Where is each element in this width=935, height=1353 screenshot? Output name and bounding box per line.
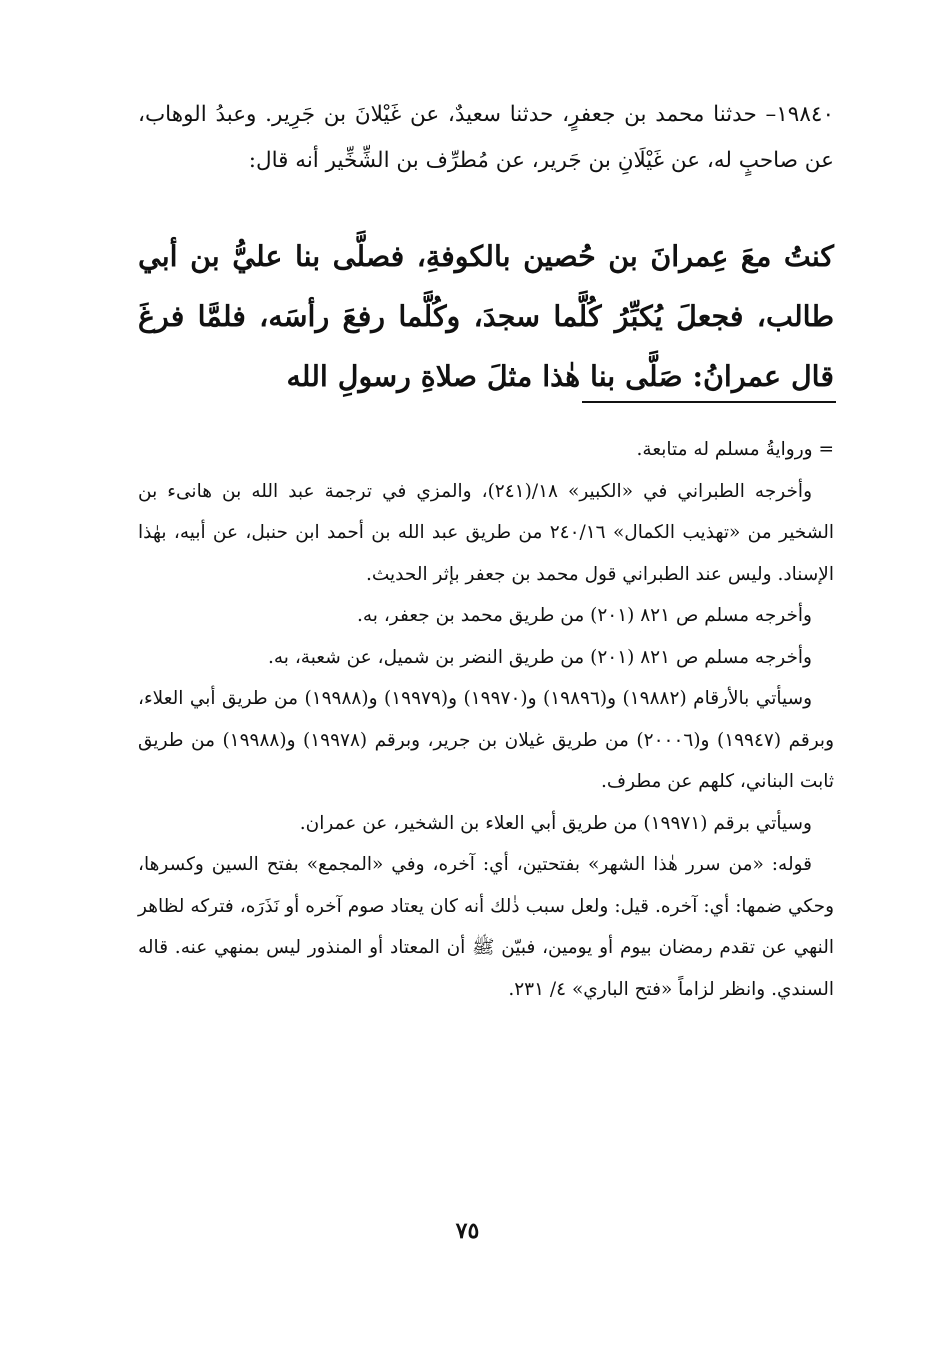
footnote-paragraph: = وروايةُ مسلم له متابعة. <box>636 439 834 460</box>
hadith-matn <box>138 226 834 406</box>
page-number: ٧٥ <box>455 1218 480 1244</box>
footnotes-section <box>138 429 834 1010</box>
footnote-paragraph: قوله: «من سرر هٰذا الشهر» بفتحتين، أي: آخره، وفي «المجمع» بفتح السين وكسرها، وحكي ضمها: أي: آخره. قيل: ولعل سبب ذٰلك أنه كان يعتاد صوم آخره أو نَذَرَه، فتركه لظاهر النهي عن تقدم رمضان بيوم أو يومين، فبيّن ﷺ أن المعتاد أو المنذور ليس بمنهي عنه. قاله السندي. وانظر لزاماً «فتح الباري» ٤/ ٢٣١. <box>138 854 834 1000</box>
footnote-paragraph: وسيأتي بالأرقام (١٩٨٨٢) و(١٩٨٩٦) و(١٩٩٧٠) و(١٩٩٧٩) و(١٩٩٨٨) من طريق أبي العلاء، وبرقم (١٩٩٤٧) و(٢٠٠٠٦) من طريق غيلان بن جرير، وبرقم (١٩٩٧٨) و(١٩٩٨٨) من طريق ثابت البناني، كلهم عن مطرف. <box>138 688 835 792</box>
hadith-isnad <box>138 92 834 184</box>
footnote-paragraph: وأخرجه مسلم ص ٨٢١ (٢٠١) من طريق محمد بن جعفر، به. <box>356 605 812 626</box>
footnote-separator-rule <box>582 401 836 403</box>
footnote-paragraph: وأخرجه الطبراني في «الكبير» ١٨/(٢٤١)، والمزي في ترجمة عبد الله بن هانىء بن الشخير من «تهذيب الكمال» ٢٤٠/١٦ من طريق عبد الله بن أحمد ابن حنبل، عن أبيه، بهٰذا الإسناد. وليس عند الطبراني قول محمد بن جعفر بإثر الحديث. <box>138 480 834 585</box>
isnad-text: ١٩٨٤٠– حدثنا محمد بن جعفرٍ، حدثنا سعيدٌ، عن غَيْلانَ بن جَرِير. وعبدُ الوهاب، عن صاحبٍ له، عن غَيْلَانِ بن جَرير، عن مُطرِّف بن الشِّخِّير أنه قال: <box>138 102 834 173</box>
footnote-paragraph: وسيأتي برقم (١٩٩٧١) من طريق أبي العلاء بن الشخير، عن عمران. <box>299 812 812 834</box>
matn-text: كنتُ معَ عِمرانَ بن حُصين بالكوفةِ، فصلَّى بنا عليُّ بن أبي طالب، فجعلَ يُكبِّرُ كُلَّما سجدَ، وكُلَّما رفعَ رأسَه، فلمَّا فرغَ قال عمرانُ: صَلَّى بنا هٰذا مثلَ صلاةِ رسولِ الله <box>138 239 834 393</box>
footnote-paragraph: وأخرجه مسلم ص ٨٢١ (٢٠١) من طريق النضر بن شميل، عن شعبة، به. <box>267 646 812 668</box>
